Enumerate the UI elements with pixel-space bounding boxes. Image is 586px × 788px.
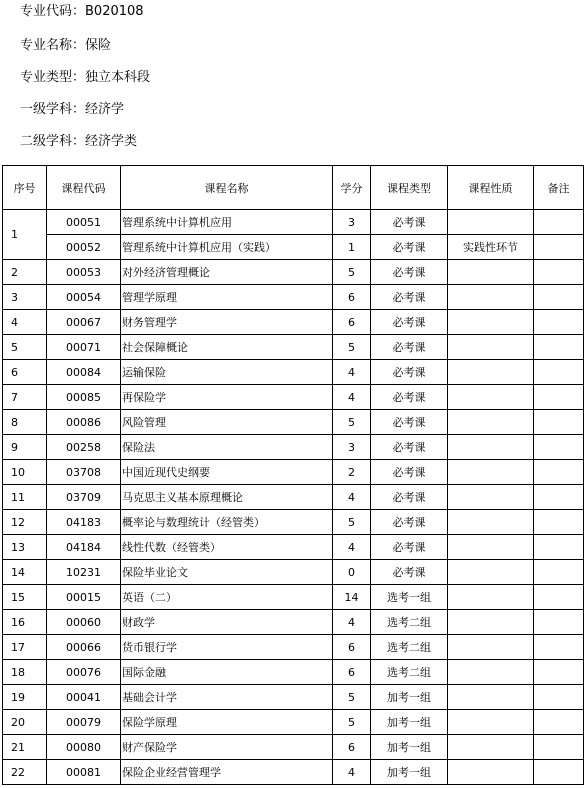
cell-credit: 5 xyxy=(333,260,371,285)
cell-credit: 5 xyxy=(333,685,371,710)
cell-note xyxy=(534,585,584,610)
cell-course-code: 00051 xyxy=(47,210,121,235)
cell-course-type: 加考一组 xyxy=(371,685,448,710)
cell-credit: 5 xyxy=(333,510,371,535)
cell-seq: 16 xyxy=(3,610,47,635)
cell-seq: 6 xyxy=(3,360,47,385)
cell-course-type: 必考课 xyxy=(371,560,448,585)
cell-credit: 5 xyxy=(333,410,371,435)
cell-seq: 10 xyxy=(3,460,47,485)
table-row xyxy=(3,260,584,285)
cell-note xyxy=(534,235,584,260)
cell-credit: 4 xyxy=(333,360,371,385)
cell-credit: 6 xyxy=(333,285,371,310)
cell-course-name: 管理系统中计算机应用（实践） xyxy=(121,235,333,260)
cell-seq: 1 xyxy=(3,210,47,260)
cell-credit: 4 xyxy=(333,485,371,510)
cell-course-name: 风险管理 xyxy=(121,410,333,435)
cell-course-code: 00054 xyxy=(47,285,121,310)
cell-course-type: 加考一组 xyxy=(371,760,448,785)
table-row xyxy=(3,210,584,235)
cell-seq: 7 xyxy=(3,385,47,410)
cell-seq: 12 xyxy=(3,510,47,535)
cell-seq: 2 xyxy=(3,260,47,285)
cell-seq: 18 xyxy=(3,660,47,685)
cell-course-nature xyxy=(448,710,534,735)
table-row xyxy=(3,660,584,685)
cell-course-name: 英语（二） xyxy=(121,585,333,610)
cell-credit: 5 xyxy=(333,710,371,735)
table-header-row xyxy=(3,166,584,210)
cell-course-code: 00041 xyxy=(47,685,121,710)
cell-course-type: 必考课 xyxy=(371,285,448,310)
cell-course-code: 03709 xyxy=(47,485,121,510)
major-name: 专业名称：保险 xyxy=(20,38,112,53)
cell-note xyxy=(534,510,584,535)
table-row xyxy=(3,385,584,410)
table-row xyxy=(3,485,584,510)
cell-course-code: 00066 xyxy=(47,635,121,660)
cell-credit: 5 xyxy=(333,335,371,360)
cell-course-nature xyxy=(448,435,534,460)
cell-course-code: 03708 xyxy=(47,460,121,485)
cell-course-type: 必考课 xyxy=(371,335,448,360)
table-row xyxy=(3,735,584,760)
cell-course-name: 对外经济管理概论 xyxy=(121,260,333,285)
cell-credit: 6 xyxy=(333,660,371,685)
col-header-type: 课程类型 xyxy=(371,166,448,210)
table-row xyxy=(3,360,584,385)
col-header-seq: 序号 xyxy=(3,166,47,210)
cell-course-nature xyxy=(448,560,534,585)
cell-course-name: 保险企业经营管理学 xyxy=(121,760,333,785)
cell-note xyxy=(534,760,584,785)
cell-seq: 8 xyxy=(3,410,47,435)
cell-course-type: 必考课 xyxy=(371,260,448,285)
cell-course-nature xyxy=(448,460,534,485)
cell-course-type: 必考课 xyxy=(371,510,448,535)
cell-course-type: 必考课 xyxy=(371,385,448,410)
cell-course-nature xyxy=(448,585,534,610)
cell-course-name: 马克思主义基本原理概论 xyxy=(121,485,333,510)
cell-course-type: 加考一组 xyxy=(371,735,448,760)
cell-course-nature xyxy=(448,410,534,435)
cell-course-name: 货币银行学 xyxy=(121,635,333,660)
cell-credit: 6 xyxy=(333,635,371,660)
cell-seq: 22 xyxy=(3,760,47,785)
cell-course-type: 必考课 xyxy=(371,310,448,335)
col-header-name: 课程名称 xyxy=(121,166,333,210)
cell-seq: 21 xyxy=(3,735,47,760)
major-type: 专业类型：独立本科段 xyxy=(20,70,151,85)
col-header-credit: 学分 xyxy=(333,166,371,210)
cell-course-code: 00086 xyxy=(47,410,121,435)
cell-note xyxy=(534,560,584,585)
cell-note xyxy=(534,260,584,285)
cell-note xyxy=(534,410,584,435)
cell-seq: 17 xyxy=(3,635,47,660)
cell-credit: 4 xyxy=(333,760,371,785)
cell-seq: 11 xyxy=(3,485,47,510)
cell-seq: 3 xyxy=(3,285,47,310)
cell-course-type: 必考课 xyxy=(371,210,448,235)
cell-note xyxy=(534,335,584,360)
cell-seq: 15 xyxy=(3,585,47,610)
cell-course-code: 00258 xyxy=(47,435,121,460)
cell-course-type: 选考二组 xyxy=(371,635,448,660)
cell-course-name: 国际金融 xyxy=(121,660,333,685)
cell-course-name: 保险毕业论文 xyxy=(121,560,333,585)
cell-course-nature xyxy=(448,735,534,760)
cell-credit: 1 xyxy=(333,235,371,260)
cell-course-name: 概率论与数理统计（经管类） xyxy=(121,510,333,535)
cell-course-code: 00079 xyxy=(47,710,121,735)
cell-course-type: 加考一组 xyxy=(371,710,448,735)
cell-course-code: 00067 xyxy=(47,310,121,335)
cell-course-nature xyxy=(448,760,534,785)
cell-course-code: 00015 xyxy=(47,585,121,610)
cell-course-type: 必考课 xyxy=(371,235,448,260)
cell-note xyxy=(534,210,584,235)
cell-course-nature: 实践性环节 xyxy=(448,235,534,260)
cell-note xyxy=(534,435,584,460)
cell-course-name: 财产保险学 xyxy=(121,735,333,760)
cell-note xyxy=(534,735,584,760)
cell-course-type: 必考课 xyxy=(371,485,448,510)
cell-credit: 3 xyxy=(333,210,371,235)
col-header-nature: 课程性质 xyxy=(448,166,534,210)
cell-course-code: 00081 xyxy=(47,760,121,785)
cell-course-nature xyxy=(448,660,534,685)
table-row xyxy=(3,685,584,710)
col-header-note: 备注 xyxy=(534,166,584,210)
cell-course-type: 必考课 xyxy=(371,410,448,435)
table-row xyxy=(3,285,584,310)
cell-seq: 13 xyxy=(3,535,47,560)
major-code: 专业代码：B020108 xyxy=(20,4,144,19)
cell-credit: 3 xyxy=(333,435,371,460)
cell-note xyxy=(534,635,584,660)
cell-course-nature xyxy=(448,535,534,560)
cell-note xyxy=(534,485,584,510)
cell-course-code: 04184 xyxy=(47,535,121,560)
table-row xyxy=(3,585,584,610)
table-row xyxy=(3,760,584,785)
cell-note xyxy=(534,660,584,685)
cell-course-code: 00080 xyxy=(47,735,121,760)
cell-note xyxy=(534,610,584,635)
cell-course-name: 财务管理学 xyxy=(121,310,333,335)
cell-course-type: 选考二组 xyxy=(371,610,448,635)
cell-course-type: 必考课 xyxy=(371,435,448,460)
cell-course-code: 10231 xyxy=(47,560,121,585)
cell-note xyxy=(534,535,584,560)
cell-course-name: 基础会计学 xyxy=(121,685,333,710)
cell-course-nature xyxy=(448,610,534,635)
cell-credit: 6 xyxy=(333,310,371,335)
cell-credit: 4 xyxy=(333,385,371,410)
cell-course-nature xyxy=(448,360,534,385)
cell-course-code: 00052 xyxy=(47,235,121,260)
cell-note xyxy=(534,685,584,710)
cell-course-type: 选考二组 xyxy=(371,660,448,685)
table-row xyxy=(3,510,584,535)
cell-course-name: 保险学原理 xyxy=(121,710,333,735)
table-row xyxy=(3,460,584,485)
table-row xyxy=(3,635,584,660)
cell-credit: 0 xyxy=(333,560,371,585)
col-header-code: 课程代码 xyxy=(47,166,121,210)
cell-note xyxy=(534,310,584,335)
cell-course-code: 04183 xyxy=(47,510,121,535)
cell-note xyxy=(534,285,584,310)
cell-course-type: 必考课 xyxy=(371,460,448,485)
cell-course-name: 管理系统中计算机应用 xyxy=(121,210,333,235)
cell-course-code: 00071 xyxy=(47,335,121,360)
cell-course-type: 选考一组 xyxy=(371,585,448,610)
cell-course-type: 必考课 xyxy=(371,360,448,385)
cell-note xyxy=(534,460,584,485)
cell-course-code: 00085 xyxy=(47,385,121,410)
table-row xyxy=(3,560,584,585)
cell-course-nature xyxy=(448,510,534,535)
cell-course-code: 00053 xyxy=(47,260,121,285)
cell-note xyxy=(534,710,584,735)
cell-course-name: 管理学原理 xyxy=(121,285,333,310)
cell-credit: 14 xyxy=(333,585,371,610)
table-row xyxy=(3,610,584,635)
cell-credit: 6 xyxy=(333,735,371,760)
table-body xyxy=(3,210,584,785)
cell-course-name: 再保险学 xyxy=(121,385,333,410)
cell-course-name: 运输保险 xyxy=(121,360,333,385)
cell-course-nature xyxy=(448,685,534,710)
cell-credit: 2 xyxy=(333,460,371,485)
cell-course-type: 必考课 xyxy=(371,535,448,560)
table-row xyxy=(3,410,584,435)
cell-seq: 19 xyxy=(3,685,47,710)
cell-course-code: 00084 xyxy=(47,360,121,385)
cell-course-nature xyxy=(448,285,534,310)
cell-note xyxy=(534,385,584,410)
cell-course-nature xyxy=(448,210,534,235)
cell-course-code: 00060 xyxy=(47,610,121,635)
cell-seq: 9 xyxy=(3,435,47,460)
cell-course-nature xyxy=(448,310,534,335)
level1-subject: 一级学科：经济学 xyxy=(20,102,125,117)
table-row xyxy=(3,535,584,560)
cell-course-nature xyxy=(448,635,534,660)
table-row xyxy=(3,710,584,735)
course-table xyxy=(2,165,584,785)
table-row xyxy=(3,435,584,460)
cell-course-nature xyxy=(448,335,534,360)
cell-credit: 4 xyxy=(333,610,371,635)
cell-course-name: 保险法 xyxy=(121,435,333,460)
cell-course-name: 财政学 xyxy=(121,610,333,635)
cell-course-name: 中国近现代史纲要 xyxy=(121,460,333,485)
cell-credit: 4 xyxy=(333,535,371,560)
cell-course-nature xyxy=(448,485,534,510)
cell-seq: 5 xyxy=(3,335,47,360)
cell-seq: 14 xyxy=(3,560,47,585)
cell-course-code: 00076 xyxy=(47,660,121,685)
table-row xyxy=(3,235,584,260)
cell-note xyxy=(534,360,584,385)
cell-course-name: 社会保障概论 xyxy=(121,335,333,360)
cell-course-nature xyxy=(448,385,534,410)
cell-seq: 20 xyxy=(3,710,47,735)
level2-subject: 二级学科：经济学类 xyxy=(20,134,138,149)
table-row xyxy=(3,335,584,360)
cell-seq: 4 xyxy=(3,310,47,335)
table-row xyxy=(3,310,584,335)
cell-course-nature xyxy=(448,260,534,285)
cell-course-name: 线性代数（经管类） xyxy=(121,535,333,560)
